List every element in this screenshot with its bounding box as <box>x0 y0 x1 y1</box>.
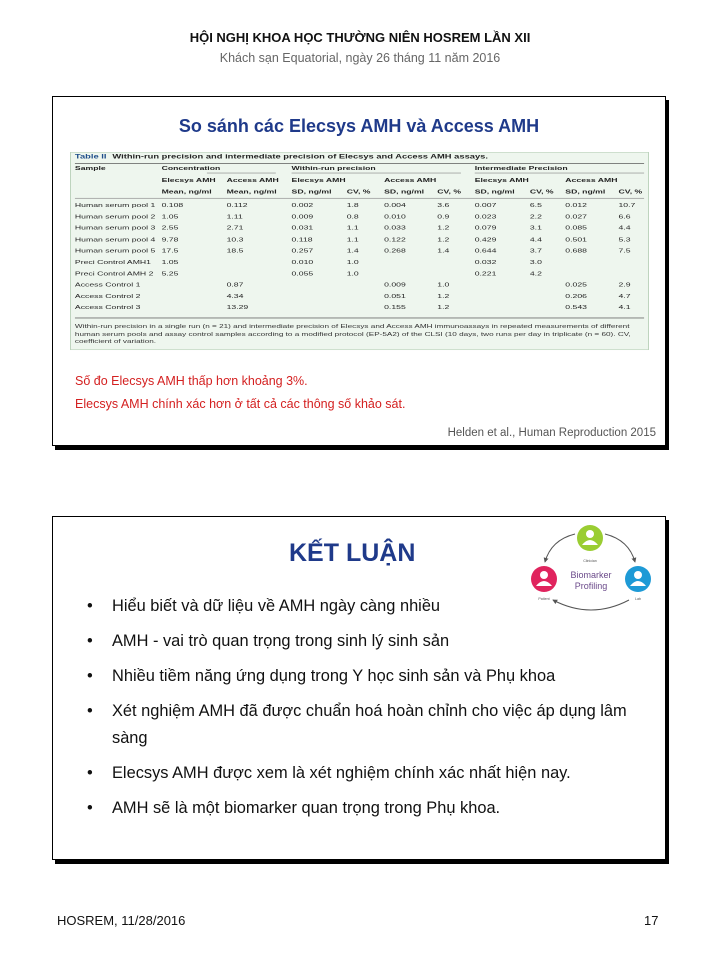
table-cell: 13.29 <box>226 304 249 311</box>
conclusion-item <box>87 795 647 822</box>
row-label: Human serum pool 2 <box>74 213 156 220</box>
table-cell: 0.221 <box>474 270 497 277</box>
table-cell: 2.71 <box>226 224 244 232</box>
table-cell: 17.5 <box>161 247 179 254</box>
assay-header: Access AMH <box>565 176 618 184</box>
table-cell: 4.4 <box>529 235 542 243</box>
row-label: Preci Control AMH1 <box>74 258 151 266</box>
table-cell: 0.023 <box>474 213 497 220</box>
table-cell: 1.2 <box>437 304 450 311</box>
footer-date: HOSREM, 11/28/2016 <box>57 913 186 928</box>
table-cell: 6.5 <box>529 201 542 209</box>
table-cell: 1.4 <box>346 247 359 254</box>
conclusion-item <box>87 698 647 752</box>
page-number: 17 <box>644 913 659 928</box>
diagram-center-line2: Profiling <box>574 581 608 591</box>
assay-header: Elecsys AMH <box>291 176 346 184</box>
table-cell: 1.05 <box>161 258 179 266</box>
table-cell: 2.9 <box>618 281 631 289</box>
unit-header: SD, ng/ml <box>474 188 515 195</box>
table-rule-header <box>75 198 644 199</box>
table-cell: 0.501 <box>565 235 587 243</box>
table-cell: 0.085 <box>565 224 587 232</box>
cycle-arrow-top-left <box>545 534 575 562</box>
table-cell: 0.87 <box>226 281 244 289</box>
table-cell: 9.78 <box>161 235 179 243</box>
table-cell: 3.6 <box>437 201 450 209</box>
table-cell: 0.108 <box>161 201 184 209</box>
row-label: Preci Control AMH 2 <box>74 270 154 277</box>
patient-node-icon <box>531 566 557 592</box>
table-cell: 3.0 <box>529 258 542 266</box>
citation: Helden et al., Human Reproduction 2015 <box>447 427 656 439</box>
clinician-node-icon <box>577 525 603 551</box>
table-cell: 0.644 <box>474 247 497 254</box>
label-patient: Patient <box>538 597 550 601</box>
cycle-arrow-top-right <box>605 534 635 562</box>
table-cell: 0.9 <box>437 213 450 220</box>
assay-header: Elecsys AMH <box>161 176 216 184</box>
table-cell: 0.112 <box>226 201 248 209</box>
bullet-dot: • <box>87 702 93 720</box>
table-cell: 0.004 <box>384 201 406 209</box>
table-cell: 0.206 <box>565 292 587 300</box>
conclusion-item <box>87 628 647 655</box>
row-label: Access Control 1 <box>74 281 141 289</box>
table-cell: 4.1 <box>618 304 631 311</box>
unit-header: Mean, ng/ml <box>226 188 277 195</box>
bullet-dot: • <box>87 632 93 650</box>
unit-header: SD, ng/ml <box>291 188 332 195</box>
conclusion-list <box>87 593 647 830</box>
lab-node-icon <box>625 566 651 592</box>
table-cell: 1.05 <box>161 213 179 220</box>
table-cell: 0.051 <box>384 292 406 300</box>
table-cell: 2.55 <box>161 224 179 232</box>
table-cell: 3.1 <box>529 224 542 232</box>
conclusion-text: Hiểu biết và dữ liệu về AMH ngày càng nhiều <box>112 597 441 615</box>
table-cell: 4.34 <box>226 292 244 300</box>
table-cell: 1.2 <box>437 224 450 232</box>
table-cell: 1.8 <box>346 201 359 209</box>
diagram-center-line1: Biomarker <box>570 570 612 580</box>
label-lab: Lab <box>635 597 641 601</box>
table-cell: 1.0 <box>437 281 450 289</box>
unit-header: CV, % <box>346 188 371 195</box>
assay-header: Elecsys AMH <box>474 176 529 184</box>
unit-header: CV, % <box>437 188 462 195</box>
table-cell: 6.6 <box>618 213 631 220</box>
conclusion-text: Nhiều tiềm năng ứng dụng trong Y học sinh sản và Phụ khoa <box>112 667 556 685</box>
table-cell: 0.002 <box>291 201 314 209</box>
unit-header: SD, ng/ml <box>384 188 425 195</box>
finding-line-2: Elecsys AMH chính xác hơn ở tất cả các thông số khảo sát. <box>75 397 406 411</box>
table-cell: 0.010 <box>384 213 406 220</box>
group-header-intermediate: Intermediate Precision <box>474 164 568 172</box>
unit-header: CV, % <box>529 188 554 195</box>
bullet-dot: • <box>87 799 93 817</box>
table-rule-bottom <box>75 318 644 319</box>
table-cell: 4.4 <box>618 224 631 232</box>
group-header-within-run: Within-run precision <box>291 164 376 172</box>
slide1-title: So sánh các Elecsys AMH và Access AMH <box>178 116 540 136</box>
table-cell: 0.025 <box>565 281 587 289</box>
table-cell: 10.7 <box>618 201 636 209</box>
col-header-sample: Sample <box>74 164 106 172</box>
table-cell: 5.25 <box>161 270 179 277</box>
table-cell: 4.2 <box>529 270 542 277</box>
unit-header: SD, ng/ml <box>565 188 606 195</box>
row-label: Human serum pool 4 <box>74 235 156 243</box>
label-clinician: Clinician <box>583 559 597 563</box>
bullet-dot: • <box>87 597 93 615</box>
group-rule-concentration <box>207 173 276 174</box>
table-cell: 1.11 <box>226 213 243 220</box>
slide2-title: KẾT LUẬN <box>289 539 416 567</box>
row-label: Human serum pool 3 <box>74 224 156 232</box>
assay-header: Access AMH <box>384 176 437 184</box>
group-rule-within-run <box>292 173 461 174</box>
conclusion-item <box>87 593 647 620</box>
table-footnote: Within-run precision in a single run (n = 21) and intermediate precision of Elecsys and Access AMH immunoassays in repeated measurements of different human serum pools and assay control samples according to a modified protocol (EP-5A2) of the CLSI (10 days, two runs per day in triplicate (n = 60). CV, coefficient of variation. <box>74 322 631 345</box>
table-cell: 0.079 <box>474 224 497 232</box>
table-cell: 0.155 <box>384 304 406 311</box>
table-cell: 2.2 <box>529 213 542 220</box>
table-cell: 0.027 <box>565 213 587 220</box>
precision-table <box>70 152 649 350</box>
bullet-dot: • <box>87 764 93 782</box>
table-cell: 18.5 <box>226 247 244 254</box>
table-cell: 0.031 <box>291 224 314 232</box>
table-label: Table II <box>74 153 107 161</box>
table-cell: 0.032 <box>474 258 497 266</box>
table-cell: 0.122 <box>384 235 406 243</box>
row-label: Access Control 2 <box>74 292 141 300</box>
conclusion-item <box>87 760 647 787</box>
table-cell: 3.7 <box>529 247 542 254</box>
table-cell: 1.4 <box>437 247 450 254</box>
table-cell: 0.055 <box>291 270 314 277</box>
table-cell: 4.7 <box>618 292 631 300</box>
table-cell: 0.012 <box>565 201 587 209</box>
table-cell: 1.0 <box>346 258 359 266</box>
finding-line-1: Số đo Elecsys AMH thấp hơn khoảng 3%. <box>75 374 308 388</box>
table-cell: 0.257 <box>291 247 314 254</box>
table-cell: 0.118 <box>291 235 313 243</box>
conclusion-text: AMH sẽ là một biomarker quan trọng trong Phụ khoa. <box>112 799 501 817</box>
slide-comparison <box>52 96 666 446</box>
table-cell: 1.2 <box>437 235 450 243</box>
slide-conclusion <box>52 516 666 860</box>
row-label: Access Control 3 <box>74 304 141 311</box>
table-cell: 10.3 <box>226 235 244 243</box>
table-cell: 0.8 <box>346 213 359 220</box>
table-cell: 0.009 <box>291 213 314 220</box>
table-caption <box>75 153 488 160</box>
table-cell: 0.429 <box>474 235 497 243</box>
table-rule-top <box>75 163 644 164</box>
table-cell: 0.543 <box>565 304 587 311</box>
table-cell: 0.033 <box>384 224 406 232</box>
conclusion-text: AMH - vai trò quan trọng trong sinh lý sinh sản <box>112 632 450 650</box>
row-label: Human serum pool 1 <box>74 201 156 209</box>
conference-title: HỘI NGHỊ KHOA HỌC THƯỜNG NIÊN HOSREM LẦN XII <box>189 30 531 45</box>
conclusion-text: Xét nghiệm AMH đã được chuẩn hoá hoàn chỉnh cho việc áp dụng lâm sàng <box>112 702 627 747</box>
table-cell: 1.1 <box>346 235 359 243</box>
table-cell: 0.007 <box>474 201 497 209</box>
table-cell: 1.2 <box>437 292 450 300</box>
table-cell: 0.688 <box>565 247 587 254</box>
group-rule-intermediate <box>475 173 644 174</box>
table-caption-text: Within-run precision and intermediate precision of Elecsys and Access AMH assays. <box>112 153 488 161</box>
table-cell: 0.268 <box>384 247 406 254</box>
conclusion-text: Elecsys AMH được xem là xét nghiệm chính xác nhất hiện nay. <box>112 764 571 782</box>
table-cell: 0.010 <box>291 258 314 266</box>
table-cell: 0.009 <box>384 281 406 289</box>
group-header-concentration: Concentration <box>161 164 221 172</box>
assay-header: Access AMH <box>226 176 279 184</box>
conference-subtitle: Khách sạn Equatorial, ngày 26 tháng 11 năm 2016 <box>219 51 501 65</box>
bullet-dot: • <box>87 667 93 685</box>
table-cell: 7.5 <box>618 247 631 254</box>
conclusion-item <box>87 663 647 690</box>
table-cell: 1.0 <box>346 270 359 277</box>
table-cell: 5.3 <box>618 235 631 243</box>
row-label: Human serum pool 5 <box>74 247 156 254</box>
table-cell: 1.1 <box>346 224 359 232</box>
unit-header: CV, % <box>618 188 643 195</box>
unit-header: Mean, ng/ml <box>161 188 212 195</box>
